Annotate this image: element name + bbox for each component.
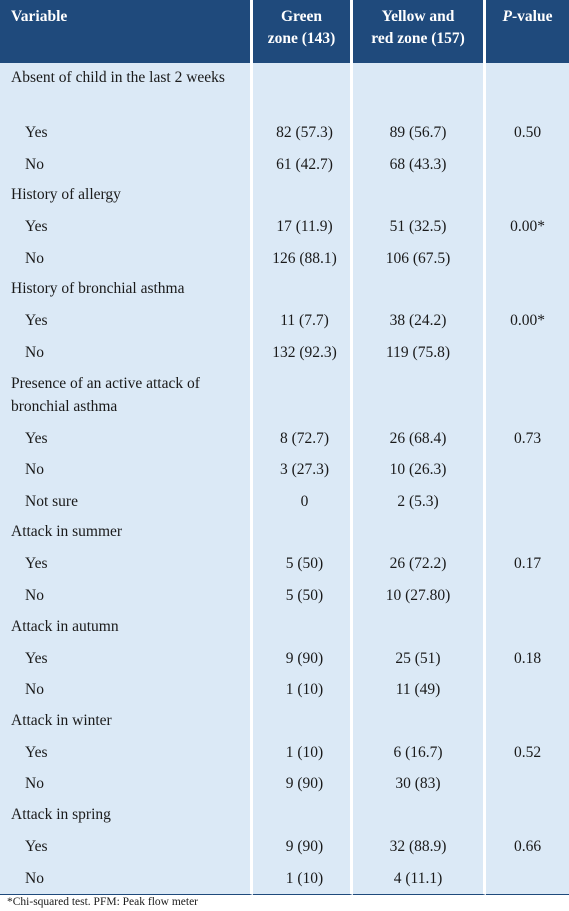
empty-cell bbox=[353, 63, 486, 117]
yellow-red-zone-value: 119 (75.8) bbox=[353, 337, 486, 369]
row-label: Yes bbox=[0, 737, 253, 769]
green-zone-value: 17 (11.9) bbox=[253, 211, 353, 243]
table-row bbox=[0, 243, 569, 275]
yellow-red-zone-value: 2 (5.3) bbox=[353, 486, 486, 518]
yellow-red-zone-value: 25 (51) bbox=[353, 643, 486, 675]
empty-cell bbox=[253, 706, 353, 737]
yellow-red-zone-value: 51 (32.5) bbox=[353, 211, 486, 243]
header-green-line2: zone (143) bbox=[267, 30, 336, 47]
green-zone-value: 82 (57.3) bbox=[253, 117, 353, 149]
row-label: No bbox=[0, 243, 253, 275]
green-zone-value: 1 (10) bbox=[253, 674, 353, 706]
p-value: 0.52 bbox=[486, 737, 569, 769]
header-p-italic: P bbox=[502, 8, 512, 25]
empty-cell bbox=[353, 180, 486, 211]
empty-cell bbox=[353, 369, 486, 423]
empty-cell bbox=[353, 517, 486, 548]
empty-cell bbox=[253, 369, 353, 423]
p-value bbox=[486, 337, 569, 369]
green-zone-value: 3 (27.3) bbox=[253, 454, 353, 486]
green-zone-value: 9 (90) bbox=[253, 643, 353, 675]
row-label: Not sure bbox=[0, 486, 253, 518]
green-zone-value: 1 (10) bbox=[253, 737, 353, 769]
row-label: No bbox=[0, 454, 253, 486]
header-p-value bbox=[486, 0, 569, 63]
section-header-row bbox=[0, 800, 569, 831]
row-label: Yes bbox=[0, 117, 253, 149]
row-label: No bbox=[0, 674, 253, 706]
p-value bbox=[486, 580, 569, 612]
yellow-red-zone-value: 32 (88.9) bbox=[353, 831, 486, 863]
empty-cell bbox=[353, 612, 486, 643]
empty-cell bbox=[486, 63, 569, 117]
row-label: Yes bbox=[0, 548, 253, 580]
empty-cell bbox=[486, 274, 569, 305]
p-value: 0.00* bbox=[486, 211, 569, 243]
row-label: Yes bbox=[0, 643, 253, 675]
table-row bbox=[0, 117, 569, 149]
empty-cell bbox=[486, 180, 569, 211]
green-zone-value: 5 (50) bbox=[253, 548, 353, 580]
p-value bbox=[486, 486, 569, 518]
header-yr-line1: Yellow and bbox=[381, 8, 455, 25]
yellow-red-zone-value: 11 (49) bbox=[353, 674, 486, 706]
section-title: History of bronchial asthma bbox=[0, 274, 253, 305]
green-zone-value: 9 (90) bbox=[253, 768, 353, 800]
p-value: 0.50 bbox=[486, 117, 569, 149]
p-value: 0.73 bbox=[486, 423, 569, 455]
empty-cell bbox=[253, 800, 353, 831]
yellow-red-zone-value: 38 (24.2) bbox=[353, 305, 486, 337]
section-header-row bbox=[0, 517, 569, 548]
section-title: Attack in summer bbox=[0, 517, 253, 548]
p-value: 0.18 bbox=[486, 643, 569, 675]
empty-cell bbox=[486, 517, 569, 548]
row-label: No bbox=[0, 149, 253, 181]
header-row bbox=[0, 0, 569, 63]
row-label: No bbox=[0, 580, 253, 612]
footnote: *Chi-squared test. PFM: Peak flow meter bbox=[7, 896, 199, 908]
header-green-line1: Green bbox=[280, 8, 323, 25]
green-zone-value: 11 (7.7) bbox=[253, 305, 353, 337]
yellow-red-zone-value: 89 (56.7) bbox=[353, 117, 486, 149]
empty-cell bbox=[253, 63, 353, 117]
header-yellow-red-zone bbox=[353, 0, 486, 63]
green-zone-value: 9 (90) bbox=[253, 831, 353, 863]
table-row bbox=[0, 211, 569, 243]
yellow-red-zone-value: 106 (67.5) bbox=[353, 243, 486, 275]
table-row bbox=[0, 643, 569, 675]
table-row bbox=[0, 831, 569, 863]
yellow-red-zone-value: 4 (11.1) bbox=[353, 863, 486, 896]
empty-cell bbox=[486, 369, 569, 423]
section-header-row bbox=[0, 180, 569, 211]
green-zone-value: 1 (10) bbox=[253, 863, 353, 896]
section-header-row bbox=[0, 274, 569, 305]
table-body bbox=[0, 63, 569, 895]
yellow-red-zone-value: 30 (83) bbox=[353, 768, 486, 800]
p-value bbox=[486, 454, 569, 486]
row-label: Yes bbox=[0, 211, 253, 243]
section-header-row bbox=[0, 63, 569, 117]
yellow-red-zone-value: 6 (16.7) bbox=[353, 737, 486, 769]
p-value bbox=[486, 149, 569, 181]
row-label: Yes bbox=[0, 423, 253, 455]
empty-cell bbox=[253, 612, 353, 643]
header-yr-line2: red zone (157) bbox=[371, 30, 465, 47]
header-green-zone bbox=[253, 0, 353, 63]
p-value bbox=[486, 243, 569, 275]
section-header-row bbox=[0, 369, 569, 423]
green-zone-value: 8 (72.7) bbox=[253, 423, 353, 455]
section-title: Absent of child in the last 2 weeks bbox=[0, 63, 253, 117]
p-value bbox=[486, 863, 569, 896]
table-row bbox=[0, 580, 569, 612]
table-row bbox=[0, 305, 569, 337]
empty-cell bbox=[253, 517, 353, 548]
empty-cell bbox=[353, 274, 486, 305]
empty-cell bbox=[486, 612, 569, 643]
row-label: Yes bbox=[0, 831, 253, 863]
row-label: Yes bbox=[0, 305, 253, 337]
table-row bbox=[0, 737, 569, 769]
empty-cell bbox=[253, 274, 353, 305]
empty-cell bbox=[253, 180, 353, 211]
green-zone-value: 5 (50) bbox=[253, 580, 353, 612]
row-label: No bbox=[0, 337, 253, 369]
section-header-row bbox=[0, 706, 569, 737]
header-variable: Variable bbox=[0, 0, 253, 63]
section-title: Attack in spring bbox=[0, 800, 253, 831]
p-value bbox=[486, 674, 569, 706]
green-zone-value: 132 (92.3) bbox=[253, 337, 353, 369]
table-row bbox=[0, 548, 569, 580]
table-row bbox=[0, 149, 569, 181]
section-title: History of allergy bbox=[0, 180, 253, 211]
row-label: No bbox=[0, 768, 253, 800]
green-zone-value: 126 (88.1) bbox=[253, 243, 353, 275]
p-value: 0.17 bbox=[486, 548, 569, 580]
table-row bbox=[0, 486, 569, 518]
yellow-red-zone-value: 26 (68.4) bbox=[353, 423, 486, 455]
row-label: No bbox=[0, 863, 253, 896]
header-p-rest: -value bbox=[512, 8, 553, 25]
table-row bbox=[0, 863, 569, 896]
section-title: Attack in autumn bbox=[0, 612, 253, 643]
p-value: 0.00* bbox=[486, 305, 569, 337]
yellow-red-zone-value: 26 (72.2) bbox=[353, 548, 486, 580]
green-zone-value: 61 (42.7) bbox=[253, 149, 353, 181]
table-row bbox=[0, 454, 569, 486]
yellow-red-zone-value: 10 (26.3) bbox=[353, 454, 486, 486]
table-row bbox=[0, 768, 569, 800]
empty-cell bbox=[486, 706, 569, 737]
section-header-row bbox=[0, 612, 569, 643]
table-row bbox=[0, 674, 569, 706]
empty-cell bbox=[353, 800, 486, 831]
yellow-red-zone-value: 10 (27.80) bbox=[353, 580, 486, 612]
yellow-red-zone-value: 68 (43.3) bbox=[353, 149, 486, 181]
p-value: 0.66 bbox=[486, 831, 569, 863]
green-zone-value: 0 bbox=[253, 486, 353, 518]
empty-cell bbox=[486, 800, 569, 831]
table-row bbox=[0, 423, 569, 455]
empty-cell bbox=[353, 706, 486, 737]
table-row bbox=[0, 337, 569, 369]
section-title: Presence of an active attack of bronchial asthma bbox=[0, 369, 253, 423]
p-value bbox=[486, 768, 569, 800]
section-title: Attack in winter bbox=[0, 706, 253, 737]
